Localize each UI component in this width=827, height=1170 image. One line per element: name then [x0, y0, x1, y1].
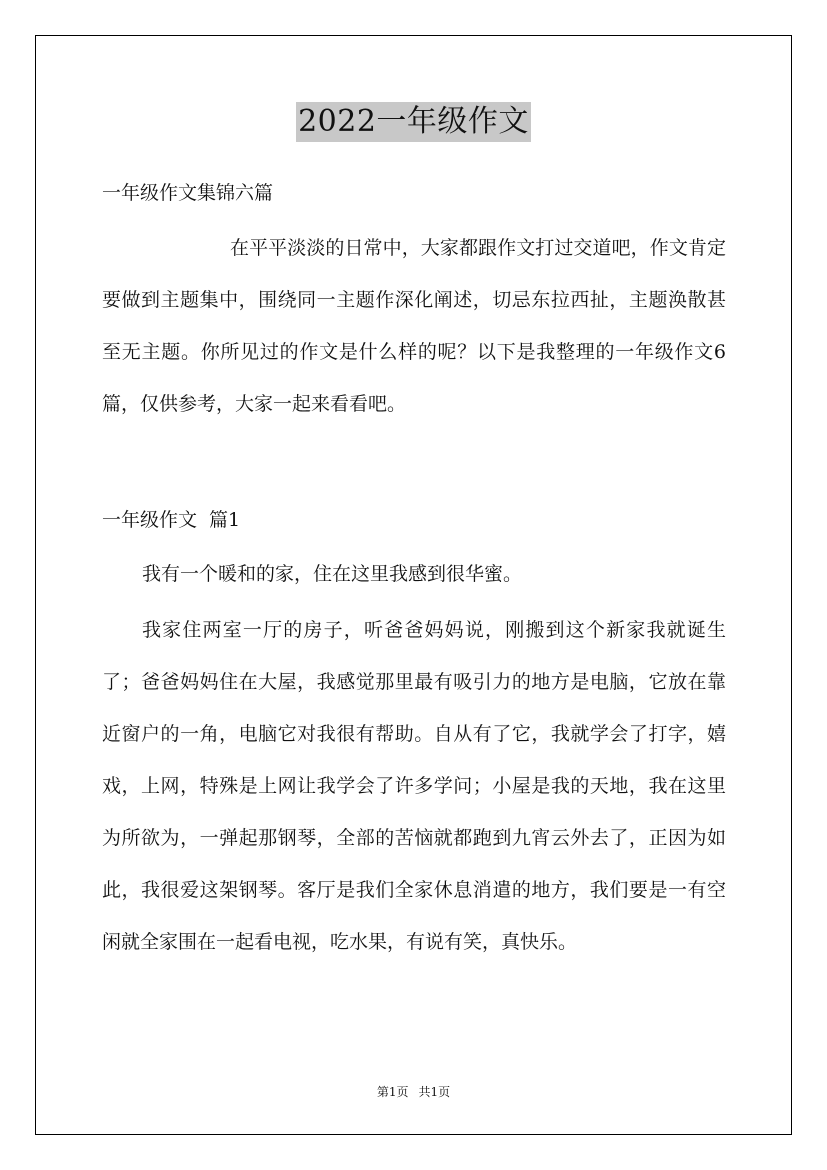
page-total: 共1页 [418, 1085, 451, 1099]
section-heading-number: 篇1 [209, 509, 241, 531]
document-title: 2022一年级作文 [296, 102, 531, 142]
page-footer [0, 1084, 827, 1100]
body-paragraph-1: 我有一个暖和的家，住在这里我感到很华蜜。 [142, 563, 523, 585]
document-subtitle: 一年级作文集锦六篇 [102, 182, 274, 204]
body-paragraph-2: 我家住两室一厅的房子，听爸爸妈妈说，刚搬到这个新家我就诞生了；爸爸妈妈住在大屋，我感觉那里最有吸引力的地方是电脑，它放在靠近窗户的一角，电脑它对我很有帮助。自从有了它，我就学会了打字，嬉戏，上网，特殊是上网让我学会了许多学问；小屋是我的天地，我在这里为所欲为，一弹起那钢琴，全部的苦恼就都跑到九宵云外去了，正因为如此，我很爱这架钢琴。客厅是我们全家休息消遣的地方，我们要是一有空闲就全家围在一起看电视，吃水果，有说有笑，真快乐。 [102, 619, 726, 953]
title-container [0, 102, 827, 142]
section-heading-label: 一年级作文 [102, 509, 198, 531]
section-heading [102, 497, 726, 543]
page-number: 第1页 [376, 1085, 409, 1099]
intro-paragraph: 在平平淡淡的日常中，大家都跟作文打过交道吧，作文肯定要做到主题集中，围绕同一主题作深化阐述，切忌东拉西扯，主题涣散甚至无主题。你所见过的作文是什么样的呢？以下是我整理的一年级作文6篇，仅供参考，大家一起来看看吧。 [102, 237, 726, 415]
